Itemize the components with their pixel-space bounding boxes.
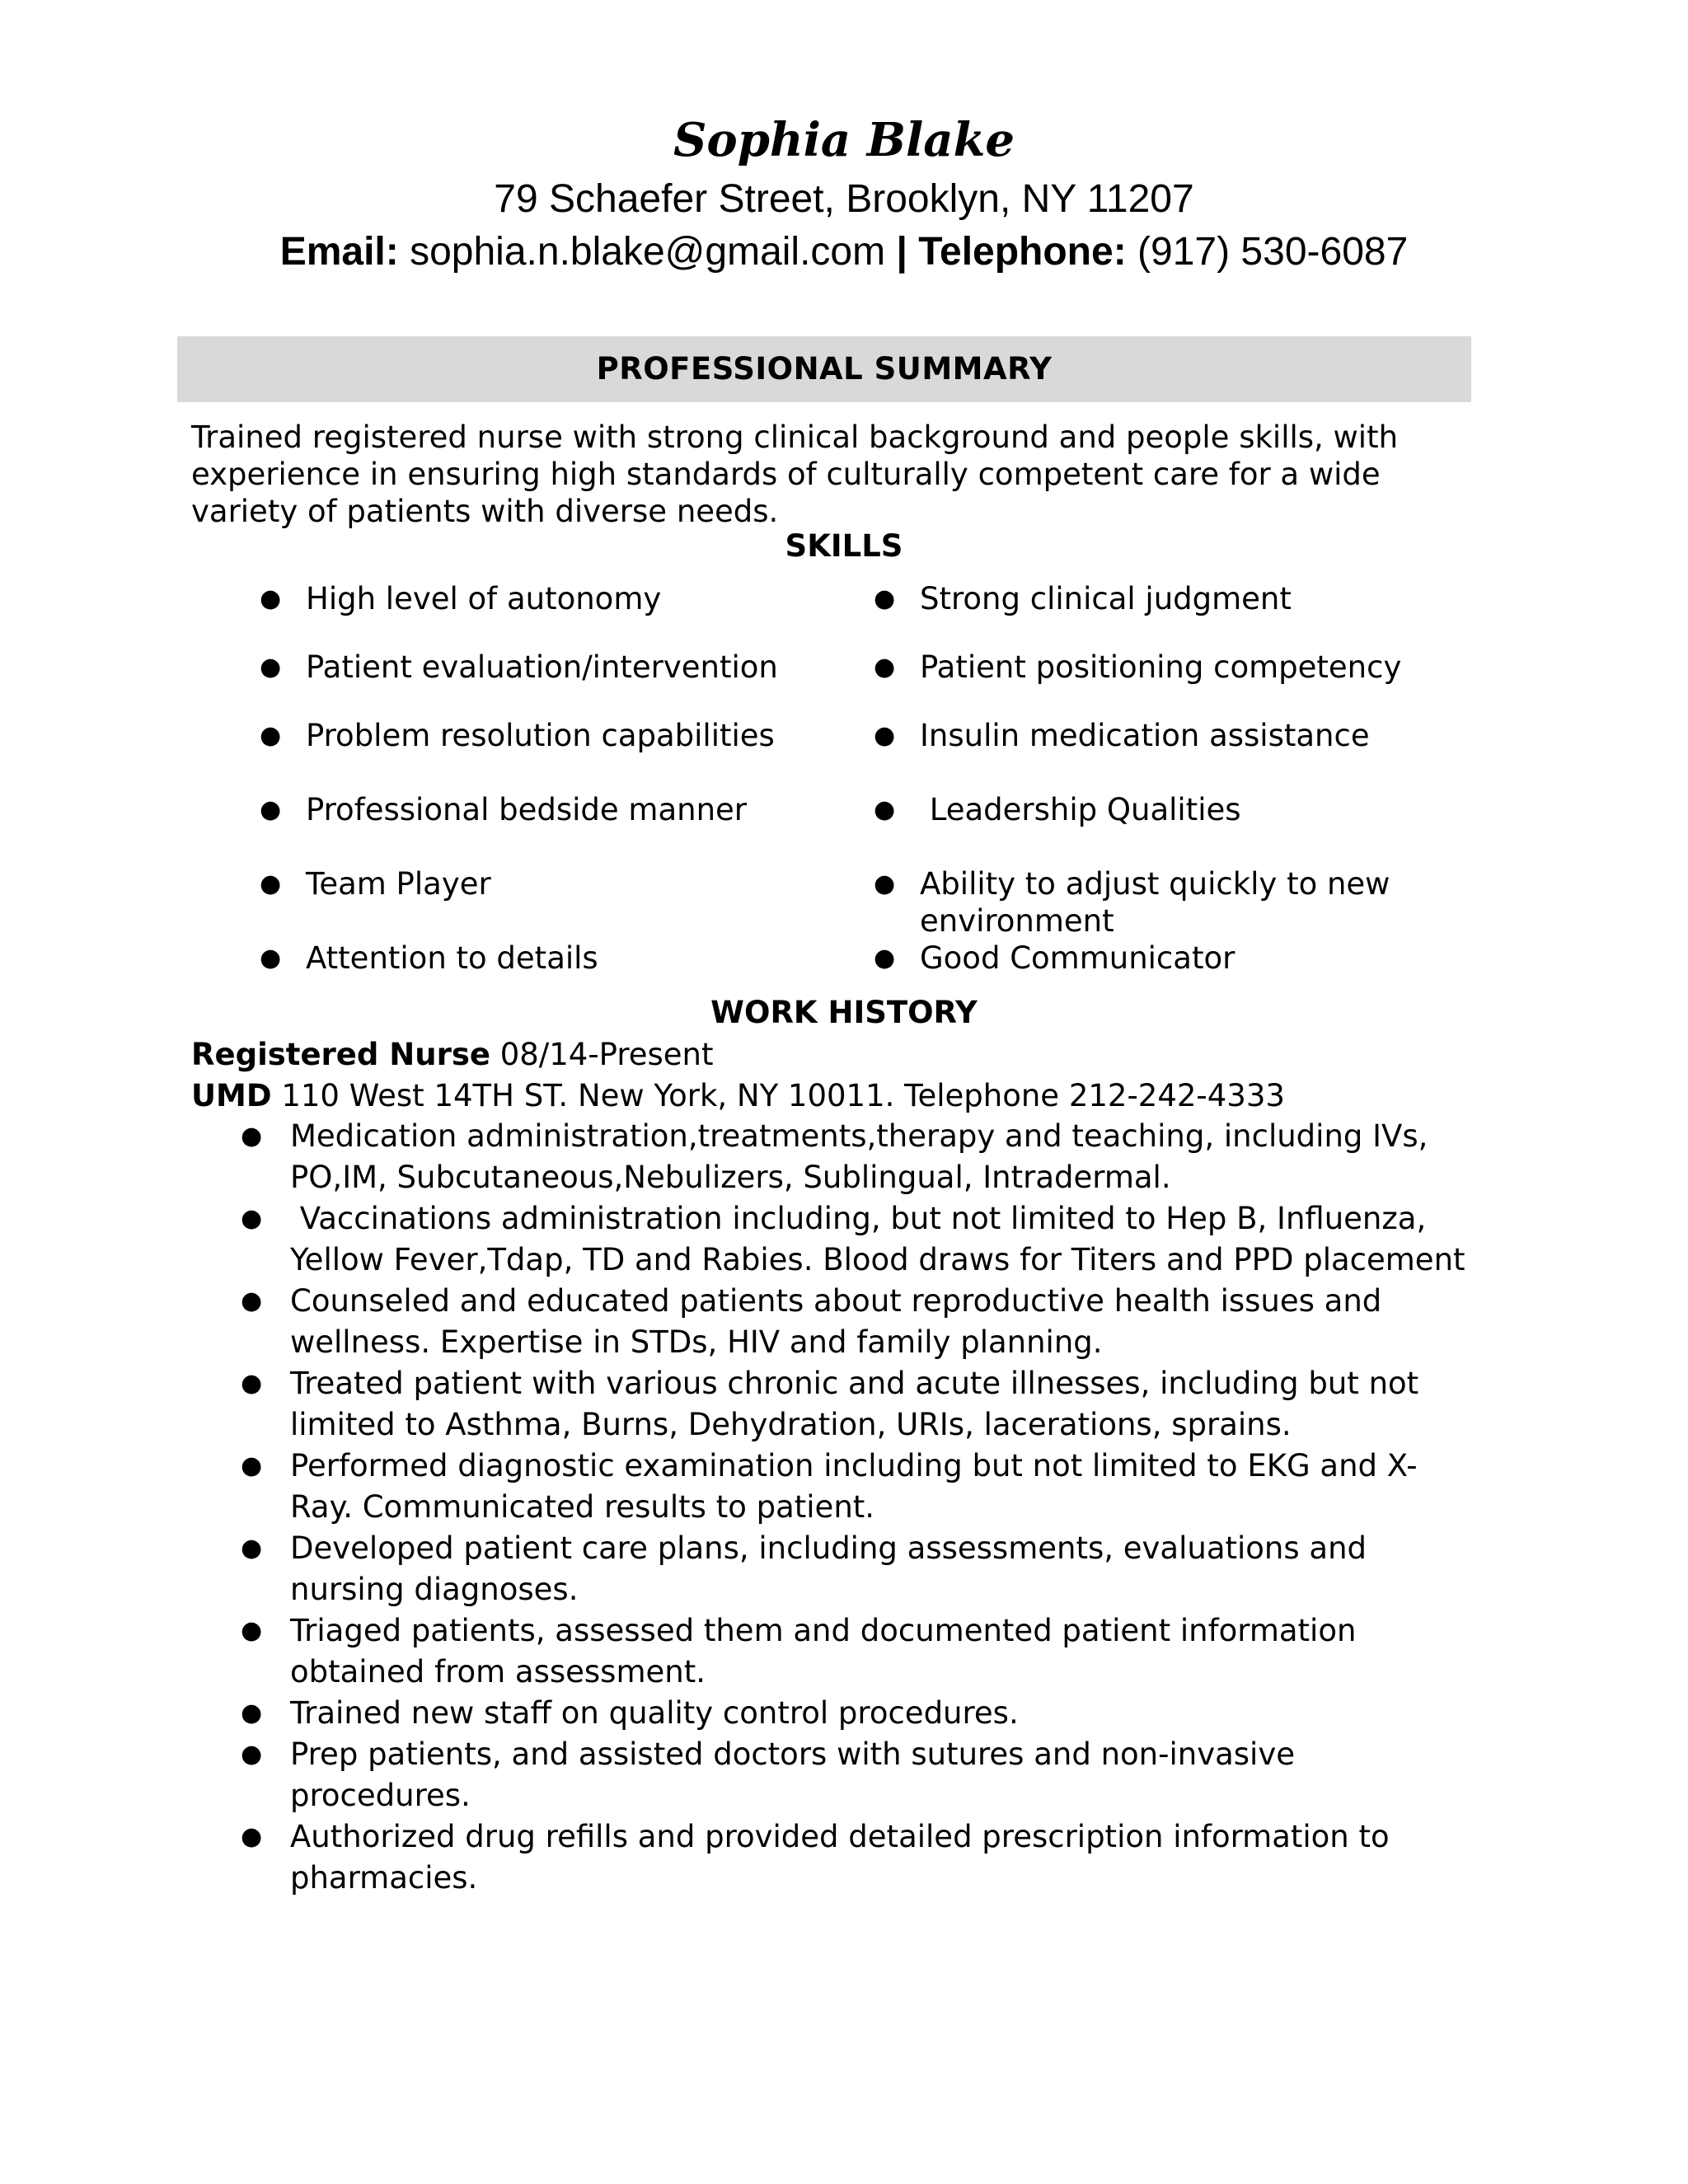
bullet-icon: ● <box>241 1451 263 1480</box>
candidate-name: Sophia Blake <box>673 113 1015 167</box>
duty-text: Developed patient care plans, including assessments, evaluations and nursing diagnoses. <box>290 1530 1367 1607</box>
bullet-icon: ● <box>241 1616 263 1645</box>
skill-label: Strong clinical judgment <box>920 581 1292 616</box>
bullet-icon: ● <box>874 584 896 613</box>
bullet-icon: ● <box>241 1286 263 1315</box>
bullet-icon: ● <box>874 795 896 824</box>
contact-line <box>0 227 1688 278</box>
list-item <box>191 1281 1477 1363</box>
list-item <box>191 1198 1477 1281</box>
duty-text: Medication administration,treatments,therapy and teaching, including IVs, PO,IM, Subcutaneous,Nebulizers, Sublingual, Intradermal. <box>290 1118 1428 1195</box>
bullet-icon: ● <box>874 653 896 682</box>
skill-label: High level of autonomy <box>306 581 662 616</box>
skill-label: Patient positioning competency <box>920 649 1402 685</box>
skill-label: Problem resolution capabilities <box>306 718 775 753</box>
email-label: Email: <box>279 230 399 274</box>
skill-label: Good Communicator <box>920 940 1236 976</box>
skill-label: Team Player <box>306 866 491 902</box>
bullet-icon: ● <box>241 1534 263 1563</box>
bullet-icon: ● <box>241 1369 263 1398</box>
bullet-icon: ● <box>241 1740 263 1769</box>
duty-text: Vaccinations administration including, but not limited to Hep B, Influenza, Yellow Fever,Tdap, TD and Rabies. Blood draws for Titers and PPD placement <box>290 1201 1465 1277</box>
bullet-icon: ● <box>241 1122 263 1151</box>
bullet-icon: ● <box>260 795 282 824</box>
bullet-icon: ● <box>260 653 282 682</box>
summary-text: Trained registered nurse with strong clinical background and people skills, with experience in ensuring high standards of culturally competent care for a wide variety of patients with diverse needs. <box>191 419 1399 529</box>
list-item <box>191 1116 1477 1198</box>
skill-label: Professional bedside manner <box>306 792 748 827</box>
skill-label: Insulin medication assistance <box>920 718 1370 753</box>
bullet-icon: ● <box>241 1699 263 1727</box>
list-item <box>191 1693 1477 1734</box>
list-item <box>191 1734 1477 1816</box>
skill-label: Patient evaluation/intervention <box>306 649 778 685</box>
bullet-icon: ● <box>241 1204 263 1233</box>
duty-text: Trained new staff on quality control procedures. <box>290 1695 1019 1731</box>
duty-text: Prep patients, and assisted doctors with sutures and non-invasive procedures. <box>290 1736 1295 1813</box>
bullet-icon: ● <box>241 1822 263 1851</box>
bullet-icon: ● <box>260 584 282 613</box>
duty-text: Treated patient with various chronic and acute illnesses, including but not limited to Asthma, Burns, Dehydration, URIs, lacerations, sprains. <box>290 1366 1419 1442</box>
skill-label: Ability to adjust quickly to new environment <box>920 866 1390 939</box>
candidate-address: 79 Schaefer Street, Brooklyn, NY 11207 <box>494 177 1194 221</box>
job-dates: 08/14-Present <box>499 1037 714 1072</box>
list-item <box>191 1816 1477 1899</box>
skill-label: Leadership Qualities <box>920 792 1241 827</box>
duty-text: Authorized drug refills and provided detailed prescription information to pharmacies. <box>290 1819 1390 1896</box>
job-title-line <box>191 1034 714 1076</box>
list-item <box>191 1363 1477 1446</box>
list-item <box>191 1446 1477 1528</box>
bullet-icon: ● <box>874 869 896 898</box>
work-history-heading: WORK HISTORY <box>710 995 978 1030</box>
employer-details: 110 West 14TH ST. New York, NY 10011. Telephone 212-242-4333 <box>281 1078 1285 1113</box>
email-value: sophia.n.blake@gmail.com <box>410 230 886 274</box>
job-title: Registered Nurse <box>191 1037 490 1072</box>
skills-heading: SKILLS <box>785 528 903 564</box>
skill-label: Attention to details <box>306 940 598 976</box>
bullet-icon: ● <box>260 944 282 972</box>
bullet-icon: ● <box>874 944 896 972</box>
bullet-icon: ● <box>260 869 282 898</box>
bullet-icon: ● <box>260 721 282 750</box>
duties-list <box>191 1116 1477 1899</box>
telephone-label: Telephone: <box>918 230 1127 274</box>
duty-text: Performed diagnostic examination including but not limited to EKG and X-Ray. Communicated results to patient. <box>290 1448 1418 1525</box>
employer-line <box>191 1076 1285 1117</box>
telephone-value: (917) 530-6087 <box>1137 230 1409 274</box>
list-item <box>191 1528 1477 1610</box>
bullet-icon: ● <box>874 721 896 750</box>
duty-text: Counseled and educated patients about reproductive health issues and wellness. Expertise in STDs, HIV and family planning. <box>290 1283 1382 1360</box>
summary-heading: PROFESSIONAL SUMMARY <box>177 336 1471 402</box>
employer-name: UMD <box>191 1078 272 1113</box>
contact-separator: | <box>896 230 907 274</box>
duty-text: Triaged patients, assessed them and documented patient information obtained from assessment. <box>290 1613 1357 1690</box>
list-item <box>191 1610 1477 1693</box>
